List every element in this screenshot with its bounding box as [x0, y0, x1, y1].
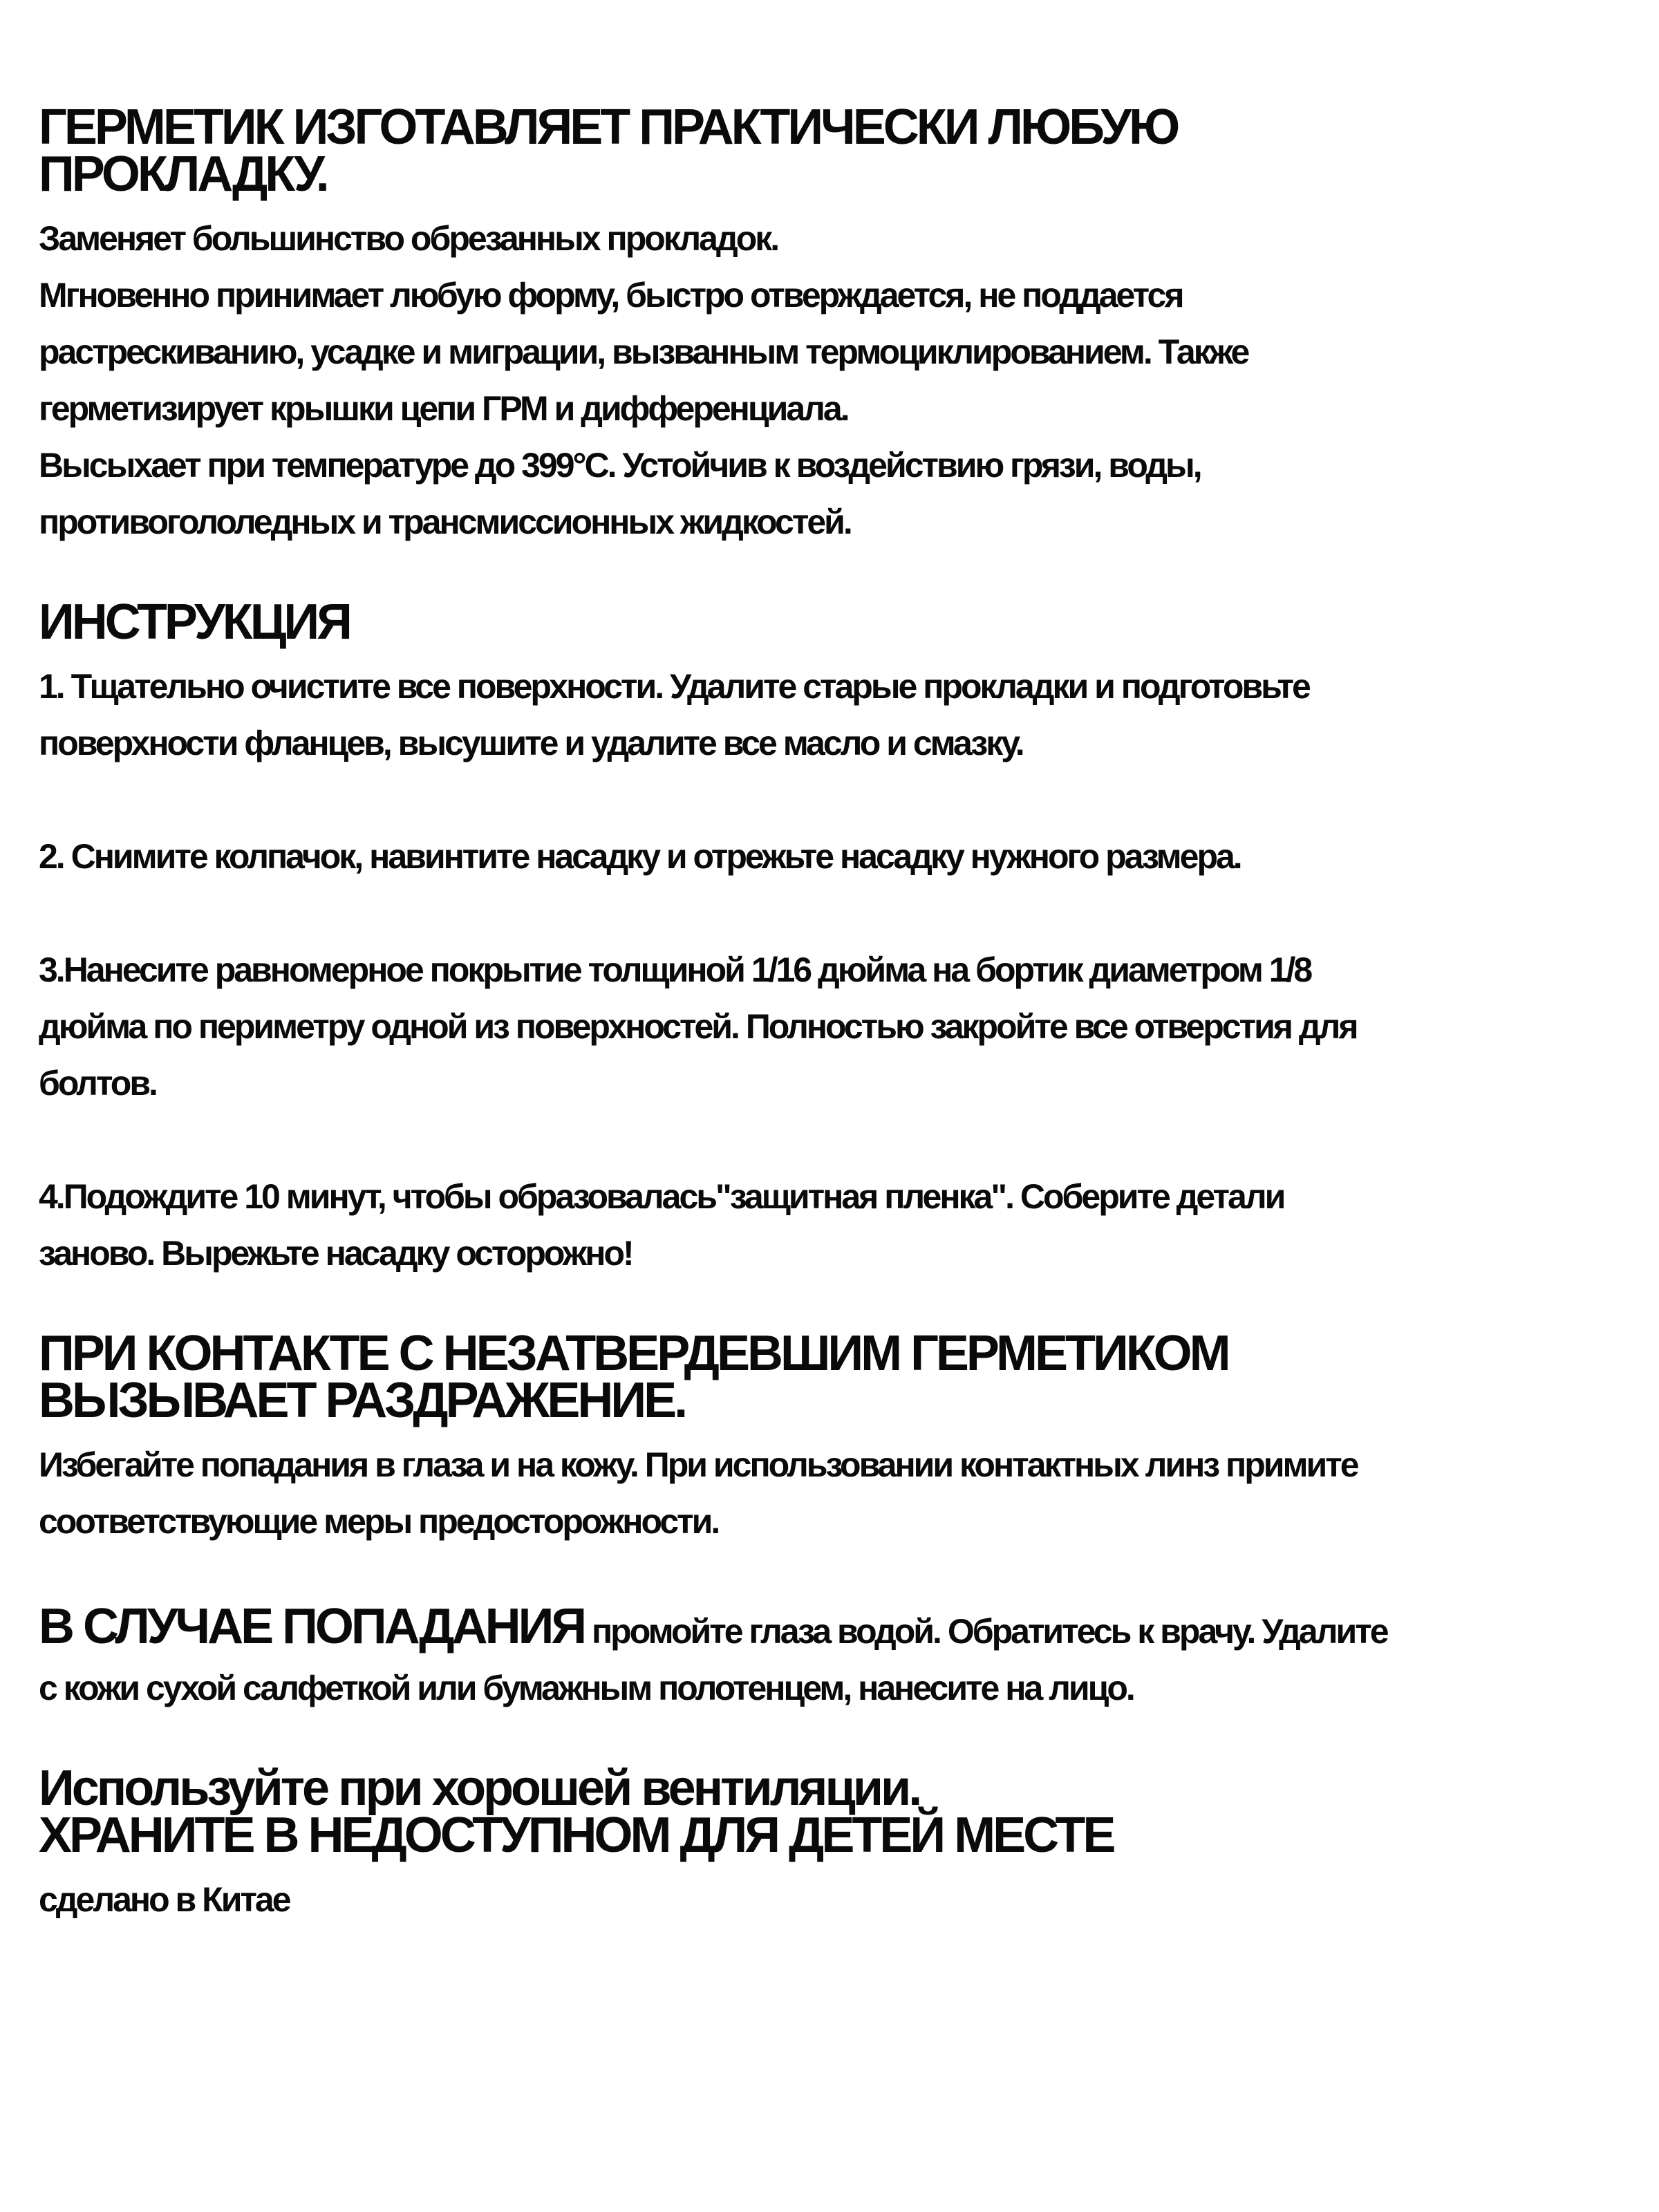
first-aid-line-2: с кожи сухой салфеткой или бумажным полотенцем, нанесите на лицо.	[39, 1669, 1134, 1707]
step-1-line: 1. Тщательно очистите все поверхности. Удалите старые прокладки и подготовьте	[39, 667, 1309, 706]
intro-line: противогололедных и трансмиссионных жидкостей.	[39, 503, 851, 541]
intro-line: Мгновенно принимает любую форму, быстро отверждается, не поддается	[39, 276, 1183, 315]
first-aid-section	[39, 1598, 1629, 1716]
intro-section	[39, 100, 1629, 550]
step-3-line: дюйма по периметру одной из поверхностей. Полностью закройте все отверстия для	[39, 1007, 1357, 1046]
instruction-page	[39, 100, 1629, 1928]
made-in-label: сделано в Китае	[39, 1880, 290, 1919]
step-4-line: заново. Вырежьте насадку осторожно!	[39, 1234, 632, 1273]
intro-line: растрескиванию, усадке и миграции, вызванным термоциклированием. Также	[39, 332, 1248, 371]
warning-section	[39, 1326, 1629, 1550]
warning-line: соответствующие меры предосторожности.	[39, 1502, 719, 1541]
first-aid-text: промойте глаза водой. Обратитесь к врачу. Удалите	[584, 1612, 1387, 1651]
intro-heading-line-2: ПРОКЛАДКУ.	[39, 147, 327, 202]
intro-heading-line-1: ГЕРМЕТИК ИЗГОТАВЛЯЕТ ПРАКТИЧЕСКИ ЛЮБУЮ	[39, 100, 1178, 155]
child-safety-note: ХРАНИТЕ В НЕДОСТУПНОМ ДЛЯ ДЕТЕЙ МЕСТЕ	[39, 1808, 1114, 1863]
step-1-line: поверхности фланцев, высушите и удалите все масло и смазку.	[39, 724, 1023, 762]
first-aid-line-1	[39, 1598, 1629, 1660]
step-4-line: 4.Подождите 10 минут, чтобы образовалась"защитная пленка". Соберите детали	[39, 1177, 1284, 1216]
instruction-section	[39, 594, 1629, 1282]
warning-heading-line-1: ПРИ КОНТАКТЕ С НЕЗАТВЕРДЕВШИМ ГЕРМЕТИКОМ	[39, 1326, 1228, 1381]
footer-section	[39, 1761, 1629, 1928]
ventilation-note: Используйте при хорошей вентиляции.	[39, 1761, 920, 1816]
step-3-line: 3.Нанесите равномерное покрытие толщиной 1/16 дюйма на бортик диаметром 1/8	[39, 950, 1311, 989]
step-2-line: 2. Снимите колпачок, навинтите насадку и отрежьте насадку нужного размера.	[39, 837, 1241, 876]
intro-line: Высыхает при температуре до 399°C. Устойчив к воздействию грязи, воды,	[39, 446, 1201, 485]
first-aid-heading: В СЛУЧАЕ ПОПАДАНИЯ	[39, 1599, 585, 1654]
instruction-heading: ИНСТРУКЦИЯ	[39, 594, 350, 650]
step-3-line: болтов.	[39, 1064, 156, 1103]
warning-line: Избегайте попадания в глаза и на кожу. При использовании контактных линз примите	[39, 1445, 1358, 1484]
intro-line: герметизирует крышки цепи ГРМ и дифференциала.	[39, 389, 848, 428]
intro-line: Заменяет большинство обрезанных прокладок.	[39, 219, 778, 258]
warning-heading-line-2: ВЫЗЫВАЕТ РАЗДРАЖЕНИЕ.	[39, 1373, 686, 1428]
